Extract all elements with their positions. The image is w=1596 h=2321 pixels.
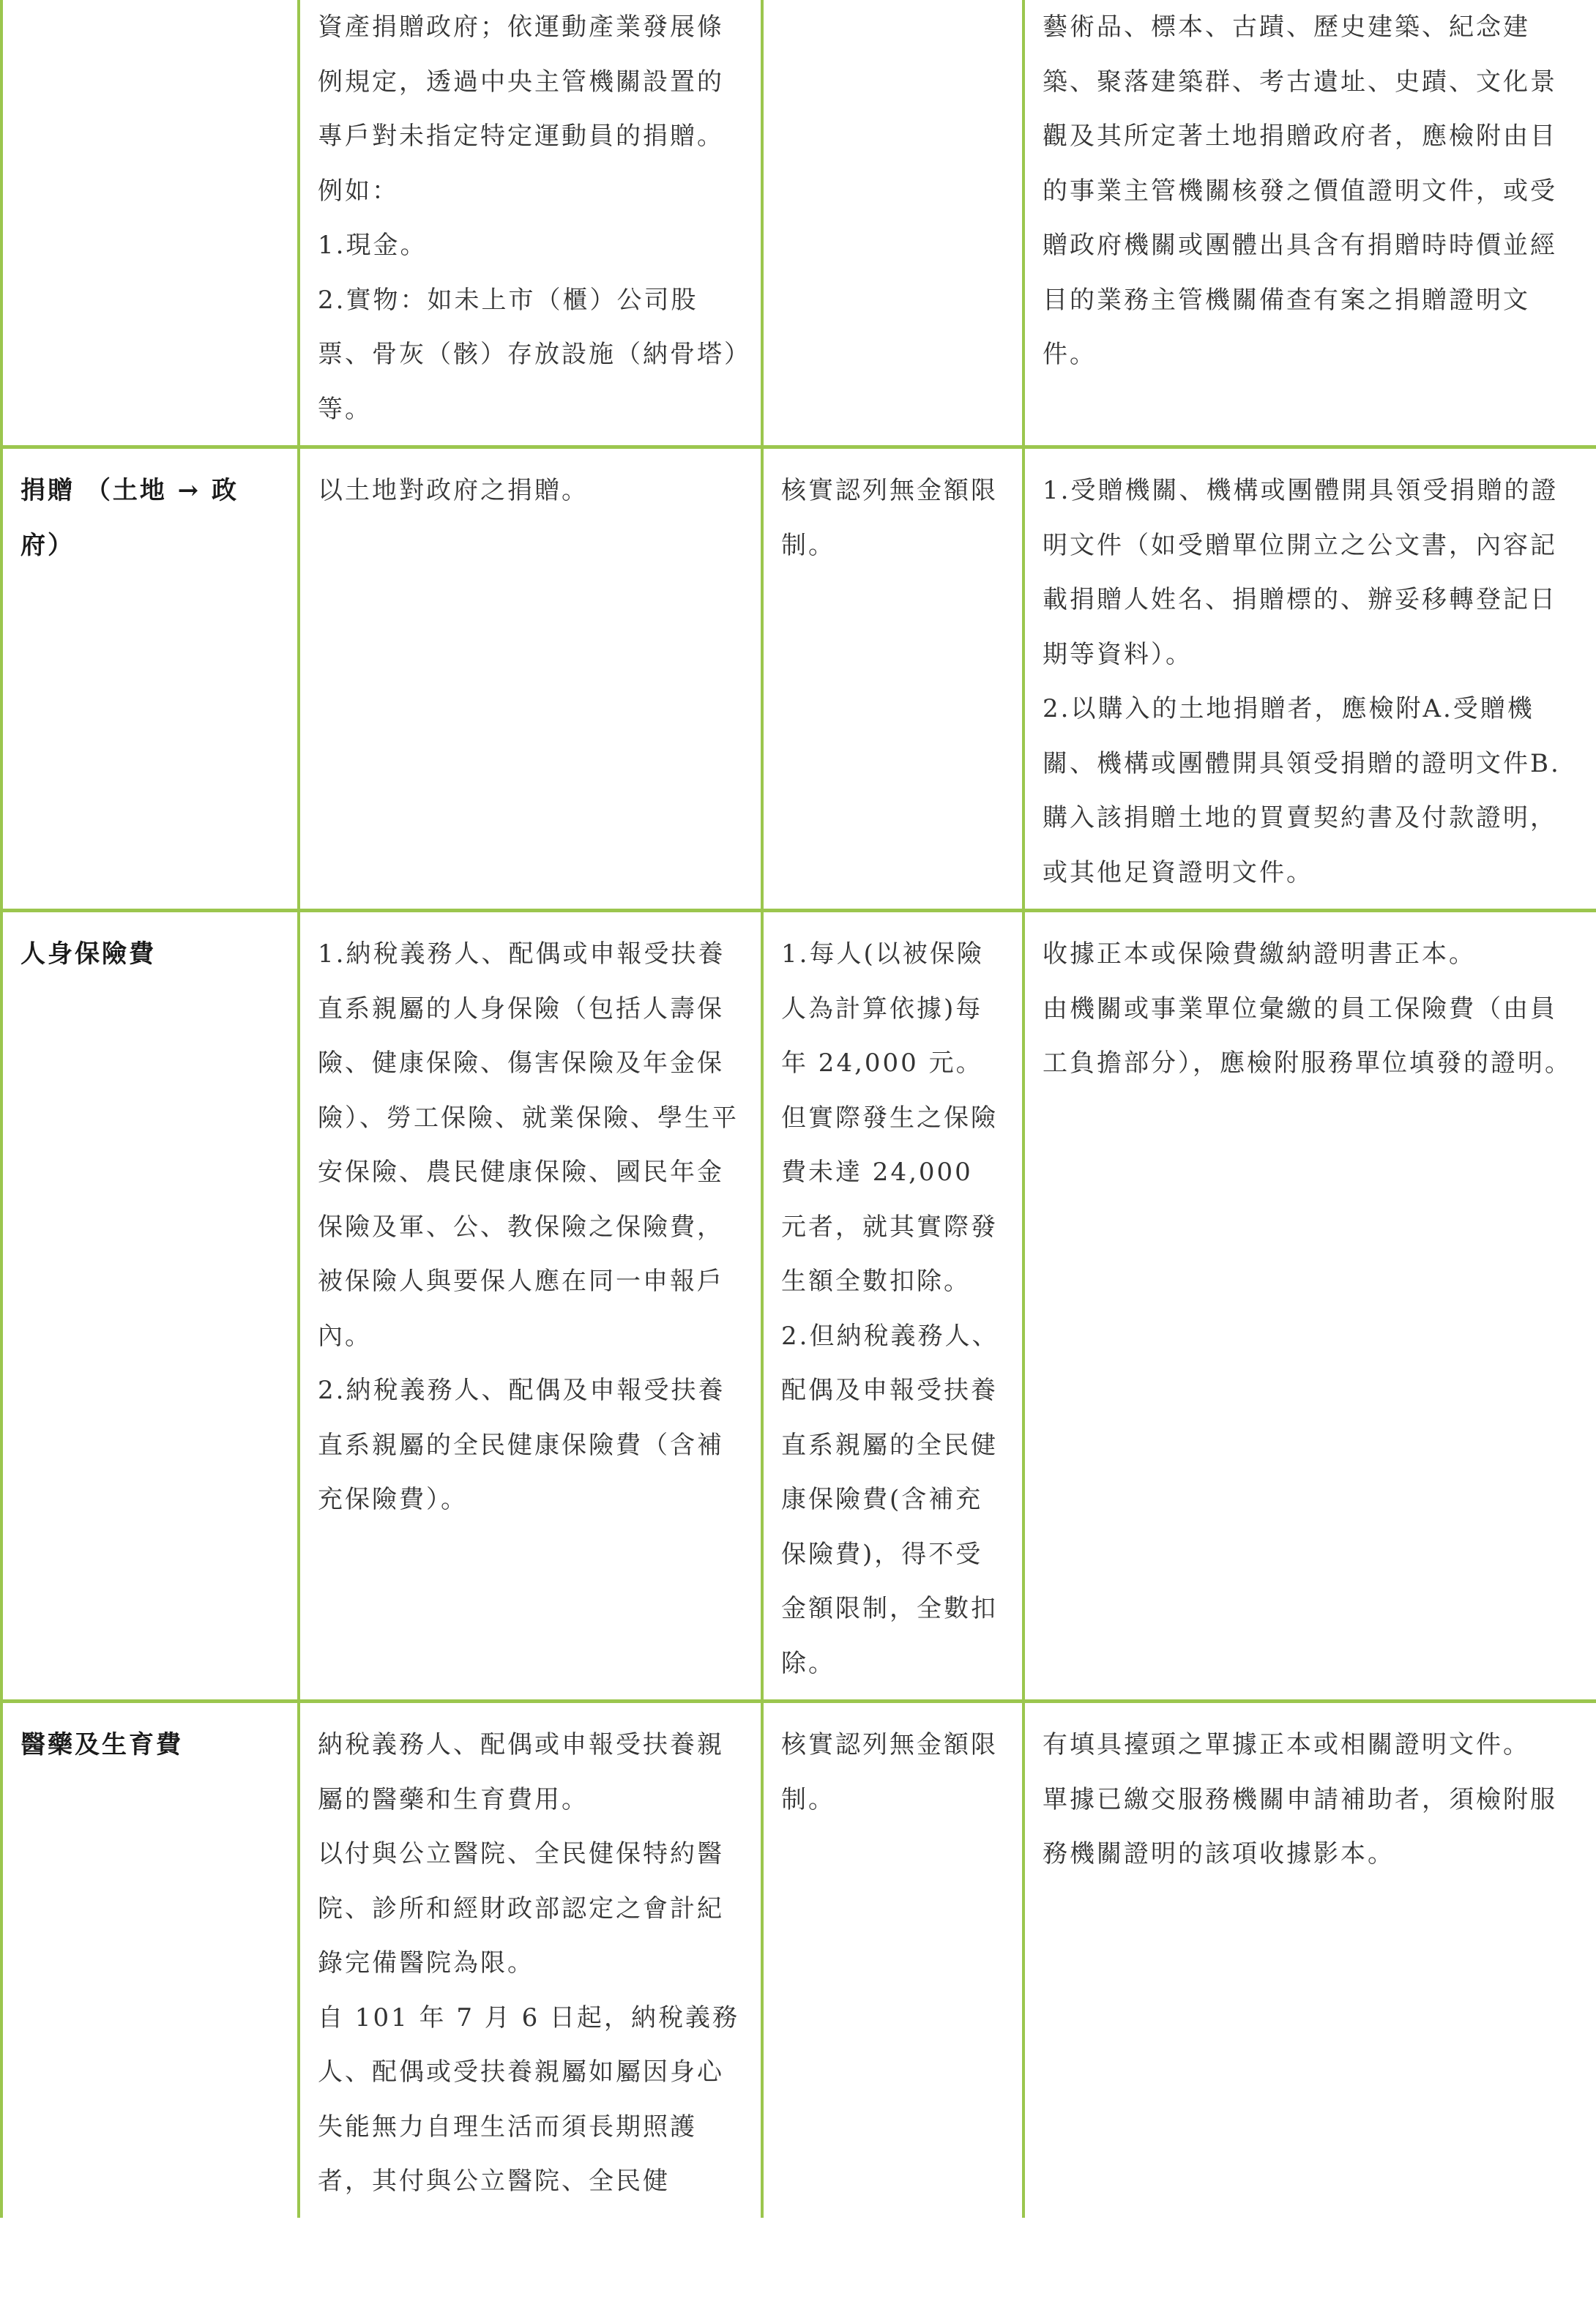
description-text: 以付與公立醫院、全民健保特約醫院、診所和經財政部認定之會計紀錄完備醫院為限。 <box>318 1839 724 1978</box>
description-text: 2.實物：如未上市（櫃）公司股票、骨灰（骸）存放設施（納骨塔）等。 <box>318 285 739 424</box>
description-text: 以土地對政府之捐贈。 <box>318 476 589 505</box>
limit-cell <box>762 1702 1023 2218</box>
limit-text: 核實認列無金額限制。 <box>781 1730 998 1814</box>
item-cell: 人身保險費 <box>1 911 299 1702</box>
documents-text: 由機關或事業單位彙繳的員工保險費（由員工負擔部分），應檢附服務單位填發的證明。 <box>1043 994 1572 1078</box>
documents-text: 1.受贈機關、機構或團體開具領受捐贈的證明文件（如受贈單位開立之公文書，內容記載捐贈人姓名、捐贈標的、辦妥移轉登記日期等資料）。 <box>1043 476 1559 669</box>
documents-cell <box>1023 0 1596 447</box>
limit-cell <box>762 911 1023 1702</box>
documents-cell <box>1023 911 1596 1702</box>
documents-text: 單據已繳交服務機關申請補助者，須檢附服務機關證明的該項收據影本。 <box>1043 1784 1557 1869</box>
description-text: 1.現金。 <box>318 231 428 260</box>
documents-cell <box>1023 1702 1596 2218</box>
documents-text: 收據正本或保險費繳納證明書正本。 <box>1043 939 1476 969</box>
table-row <box>1 0 1596 447</box>
description-cell <box>299 0 762 447</box>
description-text: 例如： <box>318 176 399 206</box>
table-row <box>1 911 1596 1702</box>
limit-cell <box>762 447 1023 911</box>
description-text: 自 101 年 7 月 6 日起，納稅義務人、配偶或受扶養親屬如屬因身心失能無力自理生活而須長期照護者，其付與公立醫院、全民健 <box>318 2003 740 2196</box>
description-text: 納稅義務人、配偶或申報受扶養親屬的醫藥和生育費用。 <box>318 1730 724 1814</box>
description-cell <box>299 447 762 911</box>
documents-text: 藝術品、標本、古蹟、歷史建築、紀念建築、聚落建築群、考古遺址、史蹟、文化景觀及其所定著土地捐贈政府者，應檢附由目的事業主管機關核發之價值證明文件，或受贈政府機關或團體出具含有捐贈時時價並經目的業務主管機關備查有案之捐贈證明文件。 <box>1043 12 1557 369</box>
description-cell <box>299 1702 762 2218</box>
item-cell: 醫藥及生育費 <box>1 1702 299 2218</box>
limit-cell <box>762 0 1023 447</box>
limit-text: 1.每人(以被保險人為計算依據)每年 24,000 元。但實際發生之保險費未達 24,000 元者，就其實際發生額全數扣除。 <box>781 939 998 1296</box>
description-text: 資產捐贈政府；依運動產業發展條例規定，透過中央主管機關設置的專戶對未指定特定運動員的捐贈。 <box>318 12 724 151</box>
documents-text: 有填具擡頭之單據正本或相關證明文件。 <box>1043 1730 1530 1759</box>
table-row <box>1 447 1596 911</box>
limit-text: 核實認列無金額限制。 <box>781 476 998 560</box>
documents-text: 2.以購入的土地捐贈者，應檢附A.受贈機關、機構或團體開具領受捐贈的證明文件B.購入該捐贈土地的買賣契約書及付款證明，或其他足資證明文件。 <box>1043 694 1561 887</box>
documents-cell <box>1023 447 1596 911</box>
description-text: 1.納稅義務人、配偶或申報受扶養直系親屬的人身保險（包括人壽保險、健康保險、傷害保險及年金保險）、勞工保險、就業保險、學生平安保險、農民健康保險、國民年金保險及軍、公、教保險之保險費，被保險人與要保人應在同一申報戶內。 <box>318 939 739 1351</box>
item-cell <box>1 0 299 447</box>
description-cell <box>299 911 762 1702</box>
limit-text: 2.但納稅義務人、配偶及申報受扶養直系親屬的全民健康保險費(含補充保險費)，得不受金額限制，全數扣除。 <box>781 1321 999 1678</box>
table-row <box>1 1702 1596 2218</box>
item-cell: 捐贈 （土地 → 政府） <box>1 447 299 911</box>
description-text: 2.納稅義務人、配偶及申報受扶養直系親屬的全民健康保險費（含補充保險費）。 <box>318 1376 726 1514</box>
